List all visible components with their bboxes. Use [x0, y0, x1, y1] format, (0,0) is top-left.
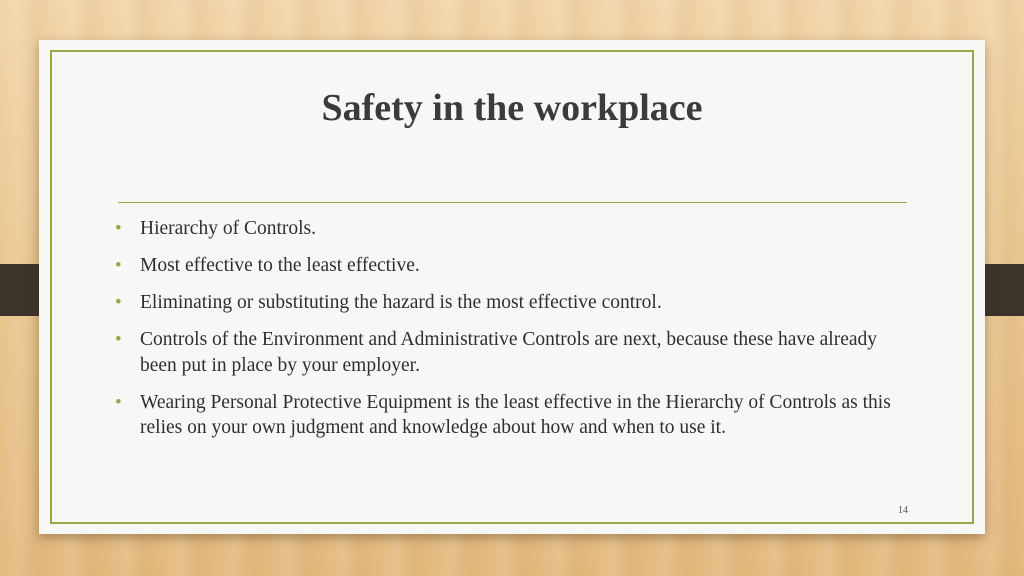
bullet-list	[109, 216, 899, 452]
bullet-text: Eliminating or substituting the hazard is the most effective control.	[140, 292, 662, 313]
bullet-text: Wearing Personal Protective Equipment is the least effective in the Hierarchy of Controls as this relies on your own judgment and knowledge about how and when to use it.	[140, 391, 891, 438]
bullet-text: Hierarchy of Controls.	[140, 218, 316, 239]
bullet-text: Most effective to the least effective.	[140, 255, 420, 276]
bullet-item	[109, 216, 899, 242]
bullet-icon: •	[115, 329, 122, 350]
bullet-item	[109, 390, 899, 441]
bullet-icon: •	[115, 218, 122, 239]
bullet-text: Controls of the Environment and Administrative Controls are next, because these have already been put in place by your employer.	[140, 329, 878, 376]
bullet-icon: •	[115, 391, 122, 413]
slide-title: Safety in the workplace	[321, 87, 703, 129]
bullet-icon: •	[115, 255, 122, 276]
bullet-item	[109, 327, 899, 378]
title-divider	[118, 202, 907, 203]
bullet-icon: •	[115, 292, 122, 313]
bullet-item	[109, 290, 899, 316]
bullet-item	[109, 253, 899, 279]
slide	[39, 40, 985, 534]
page-number: 14	[898, 505, 908, 516]
